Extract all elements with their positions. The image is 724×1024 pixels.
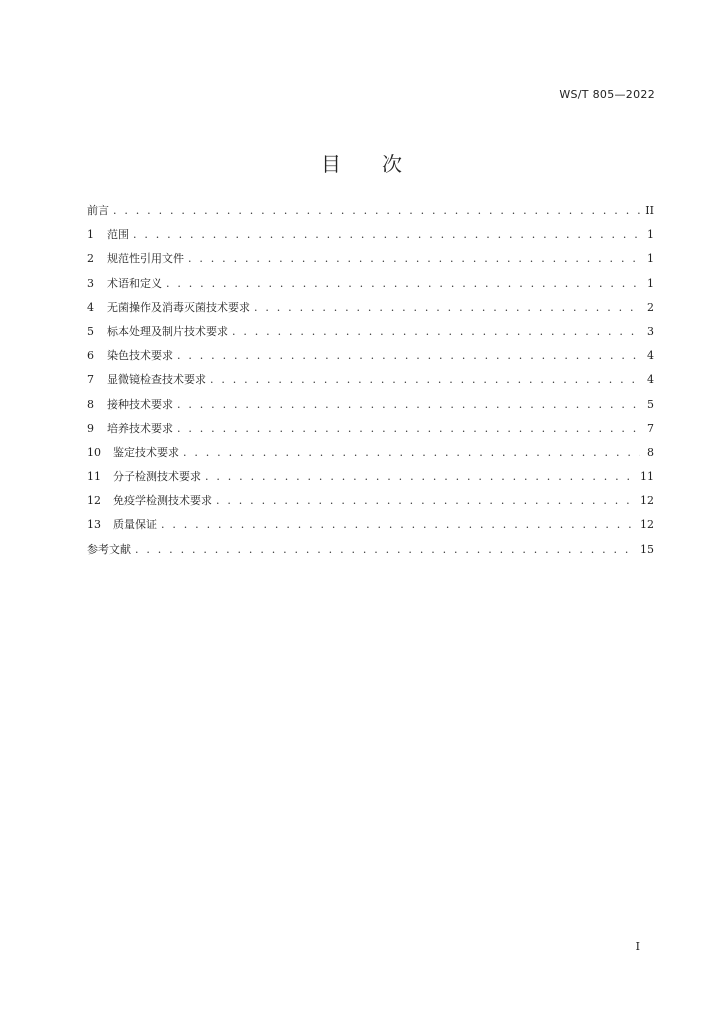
toc-list xyxy=(87,199,654,562)
toc-entry-label: 分子检测技术要求 xyxy=(113,470,201,484)
toc-entry-7[interactable] xyxy=(87,368,654,392)
toc-entry-label: 显微镜检查技术要求 xyxy=(107,373,206,387)
toc-entry-1[interactable] xyxy=(87,223,654,247)
toc-entry-page: 4 xyxy=(647,373,654,387)
toc-entry-number: 10 xyxy=(87,445,101,459)
toc-entry-number: 5 xyxy=(87,324,94,338)
toc-entry-page: 3 xyxy=(647,324,654,338)
toc-leader-dots xyxy=(177,393,640,417)
toc-entry-preface[interactable] xyxy=(87,199,654,223)
toc-entry-8[interactable] xyxy=(87,393,654,417)
toc-entry-number: 11 xyxy=(87,470,101,484)
toc-title-left: 目 xyxy=(321,152,342,176)
toc-entry-page: II xyxy=(645,204,654,217)
toc-entry-number: 3 xyxy=(87,276,94,290)
toc-entry-label: 培养技术要求 xyxy=(107,421,173,435)
toc-leader-dots xyxy=(205,465,636,489)
toc-entry-page: 15 xyxy=(640,542,654,556)
toc-entry-page: 11 xyxy=(640,470,654,484)
toc-entry-number: 9 xyxy=(87,421,94,435)
toc-entry-page: 4 xyxy=(647,349,654,363)
toc-entry-page: 2 xyxy=(647,300,654,314)
toc-entry-number: 2 xyxy=(87,252,94,266)
toc-entry-number: 1 xyxy=(87,228,94,242)
toc-entry-10[interactable] xyxy=(87,441,654,465)
toc-leader-dots xyxy=(232,320,640,344)
toc-leader-dots xyxy=(254,296,640,320)
toc-leader-dots xyxy=(166,272,640,296)
toc-leader-dots xyxy=(188,247,640,271)
toc-entry-11[interactable] xyxy=(87,465,654,489)
toc-leader-dots xyxy=(177,344,640,368)
toc-leader-dots xyxy=(216,489,636,513)
toc-entry-label: 免疫学检测技术要求 xyxy=(113,494,212,508)
toc-entry-page: 12 xyxy=(640,494,654,508)
toc-entry-3[interactable] xyxy=(87,272,654,296)
toc-entry-number: 12 xyxy=(87,494,101,508)
toc-entry-4[interactable] xyxy=(87,296,654,320)
toc-entry-label: 范围 xyxy=(107,228,129,242)
toc-entry-page: 8 xyxy=(647,445,654,459)
toc-entry-number: 4 xyxy=(87,300,94,314)
toc-entry-page: 1 xyxy=(647,276,654,290)
toc-entry-label: 鉴定技术要求 xyxy=(113,445,179,459)
toc-entry-label: 标本处理及制片技术要求 xyxy=(107,324,228,338)
document-code: WS/T 805—2022 xyxy=(559,88,655,101)
toc-entry-label: 无菌操作及消毒灭菌技术要求 xyxy=(107,300,250,314)
toc-leader-dots xyxy=(133,223,640,247)
toc-entry-13[interactable] xyxy=(87,513,654,537)
toc-entry-label: 术语和定义 xyxy=(107,276,162,290)
toc-entry-label: 前言 xyxy=(87,204,109,217)
toc-entry-label: 质量保证 xyxy=(113,518,157,532)
toc-leader-dots xyxy=(210,368,640,392)
toc-entry-6[interactable] xyxy=(87,344,654,368)
toc-entry-9[interactable] xyxy=(87,417,654,441)
toc-leader-dots xyxy=(135,538,636,562)
toc-entry-page: 7 xyxy=(647,421,654,435)
toc-entry-label: 参考文献 xyxy=(87,542,131,556)
page-number: I xyxy=(635,940,640,953)
toc-entry-page: 12 xyxy=(640,518,654,532)
toc-entry-page: 1 xyxy=(647,228,654,242)
toc-entry-2[interactable] xyxy=(87,247,654,271)
toc-entry-references[interactable] xyxy=(87,538,654,562)
toc-entry-5[interactable] xyxy=(87,320,654,344)
toc-entry-page: 1 xyxy=(647,252,654,266)
toc-entry-page: 5 xyxy=(647,397,654,411)
toc-entry-label: 规范性引用文件 xyxy=(107,252,184,266)
toc-entry-12[interactable] xyxy=(87,489,654,513)
toc-leader-dots xyxy=(183,441,640,465)
toc-leader-dots xyxy=(161,513,636,537)
toc-leader-dots xyxy=(113,199,640,223)
toc-entry-number: 6 xyxy=(87,349,94,363)
toc-entry-label: 染色技术要求 xyxy=(107,349,173,363)
toc-title xyxy=(0,148,724,177)
toc-entry-number: 13 xyxy=(87,518,101,532)
toc-entry-number: 7 xyxy=(87,373,94,387)
toc-title-right: 次 xyxy=(382,152,403,176)
toc-entry-label: 接种技术要求 xyxy=(107,397,173,411)
toc-leader-dots xyxy=(177,417,640,441)
toc-entry-number: 8 xyxy=(87,397,94,411)
